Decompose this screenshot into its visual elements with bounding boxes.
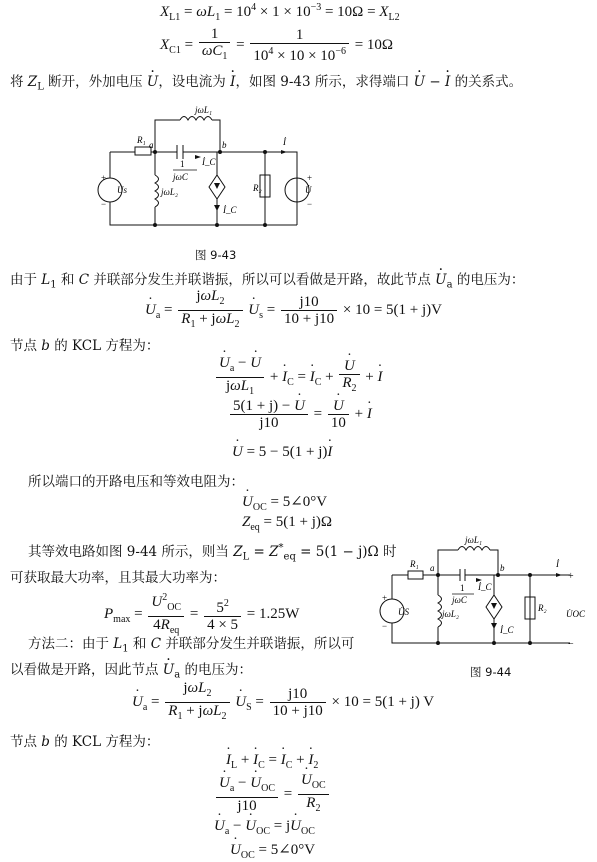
paragraph-6b: 以看做是开路，因此节点 · $U_a$ 的电压为： [10,658,252,681]
label-u-plus: + [307,173,313,183]
equation-pmax: $P_{max}$ = $\frac{U^2_{OC}}{4R_{eq}}$ = $\frac{5^2}{4 \times 5}$ = 1.25W [104,592,300,636]
label-us-minus: − [101,199,107,209]
label2-cap-num: 1 [460,583,465,593]
label-r1: R₁ [137,135,146,145]
paragraph-2: 由于 $L_1$ 和 C 并联部分发生并联谐振，所以可以看做是开路，故此节点 · $U_a$ 的电压为： [10,268,524,291]
label-us-plus: + [101,173,107,183]
label2-node-a: a [430,563,435,573]
label-us: U̇s [117,185,128,195]
equation-uoc: · $U_{OC}$ = 5∠0°V [242,492,327,513]
circuit-figure-9-43 [95,95,355,245]
equation-xc1: $X_{C1}$ = $\frac{1}{\omega C_1}$ = $\frac{1}{10^4 \times 10 \times 10^{-6}}$ = 10Ω [160,26,394,64]
equation-kcl-6: · $U_a$ − · $U_{OC} = j\cdot U_{OC}$ [214,818,315,837]
paragraph-4: 所以端口的开路电压和等效电阻为： [28,474,244,490]
label2-r2: R₂ [538,603,547,613]
equation-xl1: $X_{L1} = \omega L_1 = 10^4 \times 1 \times 10^{-3} = 10\Omega = X_{L2}$ [160,2,400,23]
equation-kcl-5: · $\frac{U_a - \cdot U_{OC}}{j10}$ = · $\frac{U_{OC}}{R_2}$ [214,772,331,817]
label-ic-right: İ_C [202,157,216,167]
paragraph-3: 节点 b 的 KCL 方程为： [10,338,160,354]
label-r2: R₂ [253,183,262,193]
label2-us: U̇S [398,607,409,617]
equation-zeq: $Z_{eq} = 5(1 + j)\Omega$ [242,514,333,533]
label2-plus: + [568,571,574,582]
figure-caption-9-44: 图 9-44 [470,665,512,679]
equation-kcl-7: · $U_{OC}$ = 5∠0°V [230,840,315,861]
equation-kcl-4: · $I_L$ + · $I_C$ = · $I_C$ + · $I_2$ [226,752,318,771]
label-ic-down: İ_C [223,205,237,215]
label2-i: İ [556,559,559,569]
circuit-figure-9-44 [370,535,590,665]
equation-kcl-1: · $\frac{U_a - \cdot U}{j\omega L_1}$ + · $I_C$ = · $I_C$ + · $\frac{U}{R_2}$ + · I [214,355,383,400]
paragraph-1: 将 $Z_L$ 断开，外加电压 · U，设电流为 · I，如图 9-43 所示，求得端口 · U − · I 的关系式。 [10,70,522,93]
equation-kcl-2: $\frac{5(1 + j) - \cdot U}{j10}$ = · $\frac{U}{10}$ + · I [228,398,372,431]
equation-kcl-3: · U = 5 − 5(1 + j)· I [232,444,332,461]
label2-cap-den: jωC [452,595,467,605]
label-jwl2: jωL₂ [161,187,178,197]
label-i: İ [283,137,286,147]
label-cap-num: 1 [180,159,185,169]
figure-caption-9-43: 图 9-43 [195,248,237,262]
label-node-b: b [222,140,227,150]
label-u-minus: − [307,199,313,209]
equation-ua-2: · $U_a$ = $\frac{j\omega L_2}{R_1 + j\omega L_2}$ · $U_S$ = $\frac{j10}{10 + j10}$ × 10 = 5(1 + j) V [132,680,434,725]
label2-us-minus: − [382,621,388,631]
equation-ua: · $U_a$ = $\frac{j\omega L_2}{R_1 + j\omega L_2}$ · $U_s$ = $\frac{j10}{10 + j10}$ × 10 = 5(1 + j)V [145,288,442,333]
paragraph-5b: 可获取最大功率，且其最大功率为： [10,570,226,586]
label-u: U̇ [305,185,312,195]
label2-ic-down: İ_C [500,625,514,635]
label2-jwl1: jωL₁ [465,535,482,545]
paragraph-5a: 其等效电路如图 9-44 所示，则当 $Z_L = Z^*_{eq} = 5(1 - j)\Omega$ 时 [28,542,397,563]
label2-us-plus: + [382,593,388,603]
paragraph-6a: 方法二：由于 $L_1$ 和 C 并联部分发生并联谐振，所以可 [28,636,355,655]
label2-uoc: U̇OC [566,609,586,619]
label2-node-b: b [500,563,505,573]
label2-ic-right: İ_C [478,582,492,592]
label2-r1: R₁ [410,559,419,569]
label2-jwl2: jωL₂ [442,609,459,619]
label-cap-den: jωC [173,172,188,182]
label-jwl1: jωL₁ [195,105,212,115]
label2-minus: − [568,639,574,650]
paragraph-7: 节点 b 的 KCL 方程为： [10,734,160,750]
label-node-a: a [149,140,154,150]
